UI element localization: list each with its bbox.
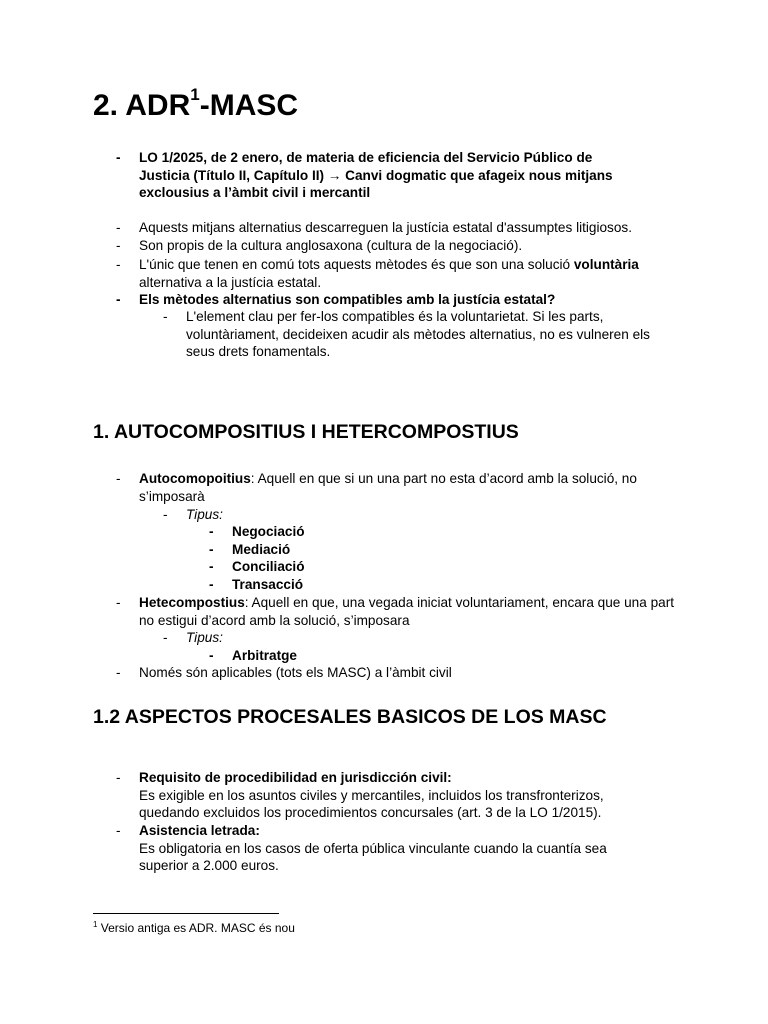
title-rest: -MASC xyxy=(199,89,299,122)
nomes-bullet: Només són aplicables (tots els MASC) a l’àmbit civil xyxy=(139,665,452,680)
intro-bullet-3: L'únic que tenen en comú tots aquests mètodes és que son una solució voluntària alternativa a la justícia estatal. xyxy=(139,257,639,290)
bullet-dash: - xyxy=(209,577,214,592)
bullet-dash: - xyxy=(116,665,121,680)
page-title xyxy=(93,86,298,126)
intro-bullet-2: Son propis de la cultura anglosaxona (cultura de la negociació). xyxy=(139,238,523,253)
type-item: Arbitratge xyxy=(232,648,297,663)
intro-bullet-1: Aquests mitjans alternatius descarreguen la justícia estatal d'assumptes litigiosos. xyxy=(139,220,632,235)
bullet-dash: - xyxy=(163,507,168,522)
bullet-dash: - xyxy=(209,542,214,557)
intro-subbullet: L'element clau per fer-los compatibles és la voluntarietat. Si les parts, voluntàriament, decideixen acudir als mètodes alternatius, no es vulneren els seus drets fonamentals. xyxy=(186,309,650,359)
bullet-dash: - xyxy=(209,648,214,663)
type-item: Negociació xyxy=(232,524,305,539)
bullet-dash: - xyxy=(116,220,121,235)
section-heading: 1. AUTOCOMPOSITIUS I HETERCOMPOSTIUS xyxy=(93,421,519,443)
requisito-bullet: Requisito de procedibilidad en jurisdicción civil: Es exigible en los asuntos civiles y mercantiles, incluidos los transfronterizos, quedando excluidos los procedimientos concursales (art. 3 de la LO 1/2015). xyxy=(139,770,604,820)
section-heading: 1.2 ASPECTOS PROCESALES BASICOS DE LOS MASC xyxy=(93,706,607,728)
tipus-label: Tipus: xyxy=(186,630,223,645)
intro-bullet-4: Els mètodes alternatius son compatibles amb la justícia estatal? xyxy=(139,292,556,307)
footnote-separator xyxy=(93,913,279,914)
bullet-dash: - xyxy=(116,595,121,610)
footnote: $^1$ Versio antiga es ADR. MASC és nou xyxy=(93,920,295,935)
bullet-dash: - xyxy=(116,823,121,838)
auto-bullet: Autocomopoitius: Aquell en que si un una part no esta d’acord amb la solució, no s’imposarà xyxy=(139,471,637,504)
bullet-dash: - xyxy=(116,150,121,165)
type-item: Transacció xyxy=(232,577,304,592)
bullet-dash: - xyxy=(116,471,121,486)
bullet-dash: - xyxy=(209,559,214,574)
type-item: Mediació xyxy=(232,542,291,557)
hetero-bullet: Hetecompostius: Aquell en que, una vegada iniciat voluntariament, encara que una part no estigui d’acord amb la solució, s’imposara xyxy=(139,595,675,628)
footnote-ref[interactable]: 1 xyxy=(190,85,200,104)
bullet-dash: - xyxy=(163,309,168,324)
tipus-label: Tipus: xyxy=(186,507,223,522)
intro-lo-bullet: LO 1/2025, de 2 enero, de materia de eficiencia del Servicio Público de Justicia (Título II, Capítulo II) → Canvi dogmatic que afageix nous mitjans exclousius a l’àmbit civil i mercantil xyxy=(139,150,613,200)
title-main: 2. ADR xyxy=(93,89,191,122)
bullet-dash: - xyxy=(116,257,121,272)
bullet-dash: - xyxy=(116,770,121,785)
asistencia-bullet: Asistencia letrada: Es obligatoria en los casos de oferta pública vinculante cuando la cuantía sea superior a 2.000 euros. xyxy=(139,823,607,873)
bullet-dash: - xyxy=(116,292,121,307)
bullet-dash: - xyxy=(163,630,168,645)
bullet-dash: - xyxy=(209,524,214,539)
bullet-dash: - xyxy=(116,238,121,253)
type-item: Conciliació xyxy=(232,559,305,574)
